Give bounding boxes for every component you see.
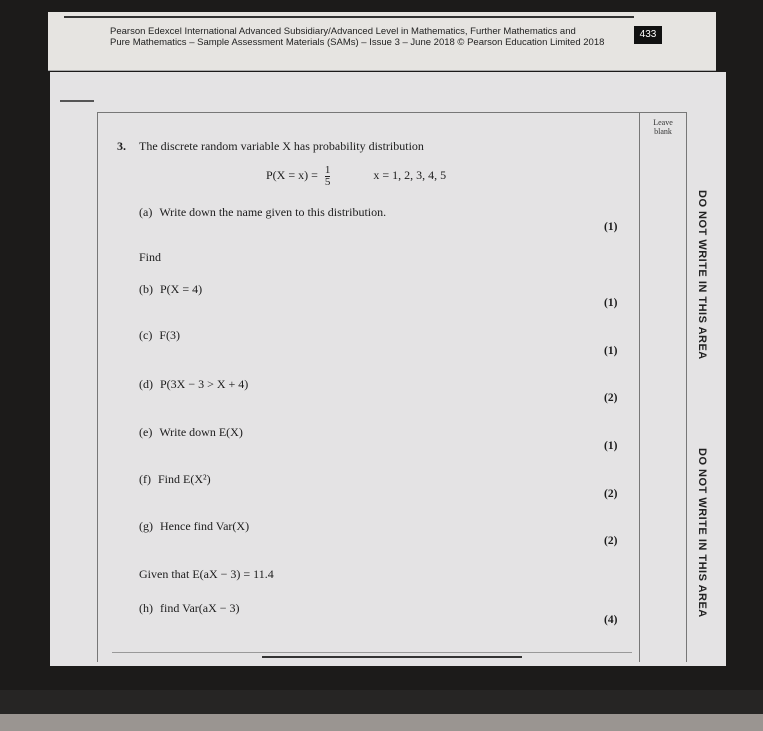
- part-b-marks: (1): [604, 297, 618, 309]
- given-that: Given that E(aX − 3) = 11.4: [139, 567, 274, 581]
- do-not-write-side-text-1: DO NOT WRITE IN THIS AREA: [696, 190, 708, 360]
- leave-blank-label: Leave blank: [653, 118, 673, 136]
- fraction-numerator: 1: [324, 163, 331, 176]
- part-h-text: find Var(aX − 3): [160, 601, 240, 615]
- part-g: [139, 519, 249, 534]
- part-a: [139, 205, 386, 220]
- part-c-text: F(3): [159, 328, 180, 342]
- part-b-text: P(X = 4): [160, 282, 203, 296]
- bottom-rule-thick: [262, 656, 522, 658]
- question-stem-line: [117, 139, 424, 154]
- part-g-label: (g): [139, 519, 153, 533]
- part-e: [139, 425, 243, 440]
- part-c-marks: (1): [604, 345, 618, 357]
- formula-range: x = 1, 2, 3, 4, 5: [373, 168, 447, 182]
- part-a-label: (a): [139, 205, 153, 219]
- part-d-marks: (2): [604, 392, 618, 404]
- part-a-text: Write down the name given to this distribution.: [159, 205, 387, 219]
- part-g-text: Hence find Var(X): [160, 519, 250, 533]
- header-line-1: Pearson Edexcel International Advanced Subsidiary/Advanced Level in Mathematics, Further Mathematics and: [110, 26, 576, 37]
- fraction-denominator: 5: [324, 175, 331, 188]
- part-f-label: (f): [139, 472, 151, 486]
- part-f-text: Find E(X²): [158, 472, 211, 486]
- part-c: [139, 328, 180, 343]
- part-b-label: (b): [139, 282, 153, 296]
- formula-lhs: P(X = x) =: [266, 168, 318, 182]
- top-dash: [60, 100, 94, 102]
- part-c-label: (c): [139, 328, 153, 342]
- distribution-formula: [266, 164, 446, 188]
- part-e-text: Write down E(X): [159, 425, 243, 439]
- part-d-label: (d): [139, 377, 153, 391]
- desk-surface: [0, 714, 763, 731]
- part-e-label: (e): [139, 425, 153, 439]
- part-g-marks: (2): [604, 535, 618, 547]
- page-number-badge: 433: [634, 26, 662, 44]
- header-text: [110, 26, 630, 48]
- part-d-text: P(3X − 3 > X + 4): [160, 377, 249, 391]
- header-line-2: Pure Mathematics – Sample Assessment Materials (SAMs) – Issue 3 – June 2018 © Pearson Education Limited 2018: [110, 37, 605, 48]
- part-h: [139, 601, 240, 616]
- formula-fraction: [325, 165, 331, 188]
- find-label: Find: [139, 250, 162, 264]
- part-h-marks: (4): [604, 614, 618, 626]
- part-h-label: (h): [139, 601, 153, 615]
- part-e-marks: (1): [604, 440, 618, 452]
- part-f: [139, 472, 211, 487]
- question-number: 3.: [117, 139, 126, 153]
- do-not-write-side-text-2: DO NOT WRITE IN THIS AREA: [696, 448, 708, 618]
- desk-shadow: [0, 690, 763, 714]
- part-f-marks: (2): [604, 488, 618, 500]
- part-d: [139, 377, 248, 392]
- part-b: [139, 282, 202, 297]
- header-rule: [64, 16, 634, 18]
- question-stem: The discrete random variable X has probability distribution: [139, 139, 424, 153]
- margin-line: [639, 112, 640, 662]
- part-a-marks: (1): [604, 221, 618, 233]
- bottom-rule-thin: [112, 652, 632, 653]
